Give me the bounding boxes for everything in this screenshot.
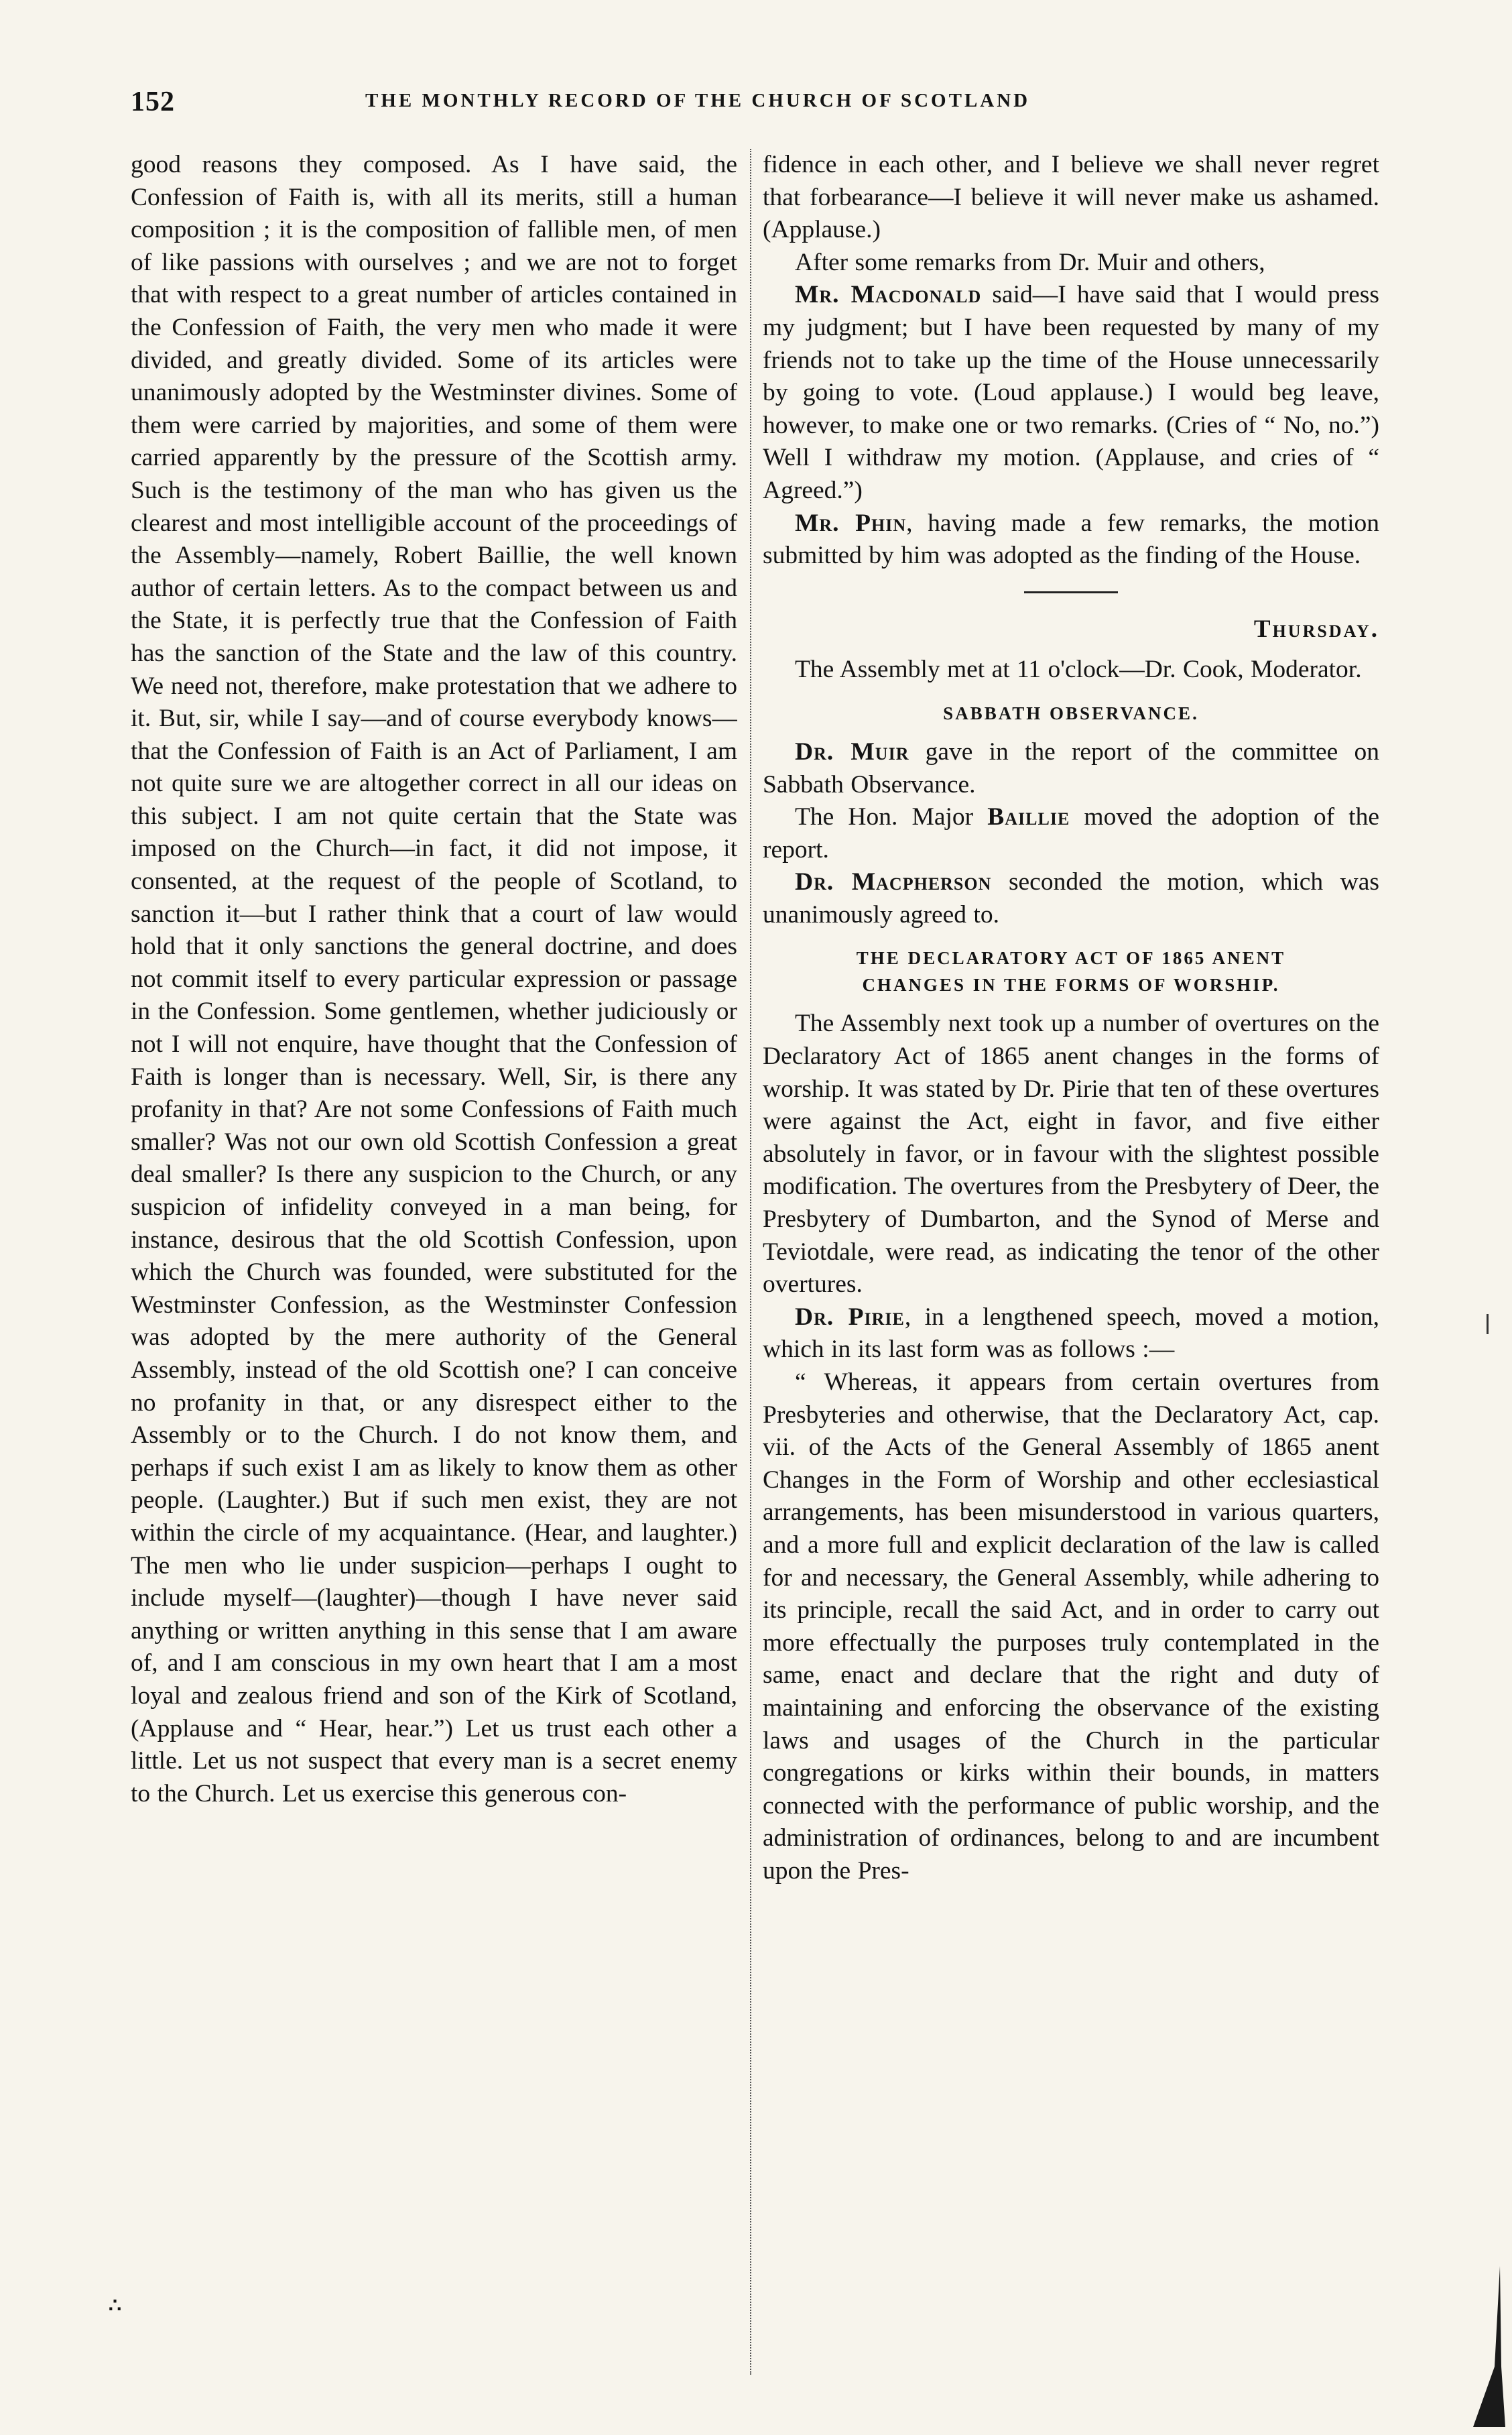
right-paragraph-6 bbox=[763, 736, 1379, 801]
right-paragraph-4 bbox=[763, 508, 1379, 573]
section-heading-sabbath: SABBATH OBSERVANCE. bbox=[943, 703, 1199, 723]
right-column bbox=[763, 149, 1379, 2388]
speech-text: , in a lengthened speech, moved a motion, which in its last form was as follows :— bbox=[763, 1303, 1379, 1364]
speech-text: gave in the report of the committee on Sabbath Observance. bbox=[763, 737, 1379, 798]
right-paragraph-3 bbox=[763, 279, 1379, 507]
speaker-name: Dr. Muir bbox=[795, 737, 909, 766]
running-title: THE MONTHLY RECORD OF THE CHURCH OF SCOTLAND bbox=[365, 90, 1031, 111]
right-paragraph-10 bbox=[763, 1301, 1379, 1366]
binding-shadow bbox=[1453, 2266, 1507, 2427]
column-divider bbox=[750, 149, 751, 2375]
speech-text: , having made a few remarks, the motion submitted by him was adopted as the finding of the House. bbox=[763, 509, 1379, 570]
speech-text: moved the adoption of the report. bbox=[763, 803, 1379, 864]
right-paragraph-1: fidence in each other, and I believe we shall never regret that forbearance—I believe it will never make us ashamed. (Applause.) bbox=[763, 151, 1379, 244]
speech-text: seconded the motion, which was unanimously agreed to. bbox=[763, 868, 1379, 929]
right-paragraph-8 bbox=[763, 866, 1379, 931]
section-heading-line: CHANGES IN THE FORMS OF WORSHIP. bbox=[862, 975, 1280, 996]
speech-prefix: The Hon. Major bbox=[795, 803, 988, 831]
margin-mark: ∴ bbox=[109, 2295, 122, 2317]
day-heading: Thursday. bbox=[1253, 615, 1379, 643]
section-heading-line: THE DECLARATORY ACT OF 1865 ANENT bbox=[856, 948, 1286, 969]
page-number: 152 bbox=[131, 86, 175, 117]
speaker-name: Dr. Macpherson bbox=[795, 868, 992, 896]
right-paragraph-7 bbox=[763, 801, 1379, 866]
right-paragraph-11: “ Whereas, it appears from certain overtures from Presbyteries and otherwise, that the Declaratory Act, cap. vii. of the Acts of the General Assembly of 1865 anent Changes in the Form of Worship and other ecclesiastical arrangements, has been misunderstood in various quarters, and a more full and explicit declaration of the law is called for and necessary, the General Assembly, while adhering to its principle, recall the said Act, and in order to carry out more effectually the purposes truly contemplated in the same, enact and declare that the right and duty of maintaining and enforcing the observance of the existing laws and usages of the Church in the particular congregations or kirks within their bounds, in matters connected with the performance of public worship, and the administration of ordinances, belong to and are incumbent upon the Pres- bbox=[763, 1368, 1379, 1885]
speaker-name: Baillie bbox=[987, 803, 1070, 831]
speaker-name: Mr. Phin bbox=[795, 509, 907, 537]
left-paragraph-1: good reasons they composed. As I have said, the Confession of Faith is, with all its merits, still a human composition ; it is the composition of fallible men, of men of like passions with ourselves ; and we are not to forget that with respect to a great number of articles contained in the Confession of Faith, the very men who made it were divided, and greatly divided. Some of its articles were unanimously adopted by the Westminster divines. Some of them were carried by majorities, and some of them were carried apparently by the pressure of the Scottish army. Such is the testimony of the man who has given us the clearest and most intelligible account of the proceedings of the Assembly—namely, Robert Baillie, the well known author of certain letters. As to the compact between us and the State, it is perfectly true that the Confession of Faith has the sanction of the State and the law of this country. We need not, therefore, make protestation that we adhere to it. But, sir, while I say—and of course everybody knows—that the Confession of Faith is an Act of Parliament, I am not quite sure we are altogether correct in all our ideas on this subject. I am not quite certain that the State was imposed on the Church—in fact, it did not impose, it consented, at the request of the people of Scotland, to sanction it—but I rather think that a court of law would hold that it only sanctions the general doctrine, and does not commit itself to every particular expression or passage in the Confession. Some gentlemen, whether judiciously or not I will not enquire, have thought that the Confession of Faith is longer than is necessary. Well, Sir, is there any profanity in that? Are not some Confessions of Faith much smaller? Was not our own old Scottish Confession a great deal smaller? Is there any suspicion to the Church, or any suspicion of infidelity conveyed in a man being, for instance, desirous that the old Scottish Confession, upon which the Church was founded, were substituted for the Westminster Confession, as the Westminster Confession was adopted by the mere authority of the General Assembly, instead of the old Scottish one? I can conceive no profanity in that, or any disrespect either to the Assembly or to the Church. I do not know them, and perhaps if such exist I am as likely to know them as other people. (Laughter.) But if such men exist, they are not within the circle of my acquaintance. (Hear, and laughter.) The men who lie under suspicion—perhaps I ought to include myself—(laughter)—though I have never said anything or written anything in this sense that I am aware of, and I am conscious in my own heart that I am a most loyal and zealous friend and son of the Kirk of Scotland, (Applause and “ Hear, hear.”) Let us trust each other a little. Let us not suspect that every man is a secret enemy to the Church. Let us exercise this generous con- bbox=[131, 151, 737, 1807]
left-column bbox=[131, 149, 737, 2388]
right-paragraph-9: The Assembly next took up a number of overtures on the Declaratory Act of 1865 anent changes in the forms of worship. It was stated by Dr. Pirie that ten of these overtures were against the Act, eight in favor, and five either absolutely in favor, or in favour with the slightest possible modification. The overtures from the Presbytery of Deer, the Presbytery of Dumbarton, and the Synod of Merse and Teviotdale, were read, as indicating the tenor of the other overtures. bbox=[763, 1010, 1379, 1299]
speaker-name: Dr. Pirie bbox=[795, 1303, 905, 1331]
section-divider bbox=[1024, 591, 1118, 593]
page-header bbox=[131, 86, 1377, 126]
margin-tick bbox=[1487, 1314, 1489, 1334]
speech-text: said—I have said that I would press my judgment; but I have been requested by many of my friends not to take up the time of the House unnecessarily by going to vote. (Loud applause.) I would beg leave, however, to make one or two remarks. (Cries of “ No, no.”) Well I withdraw my motion. (Applause, and cries of “ Agreed.”) bbox=[763, 281, 1379, 504]
right-paragraph-5: The Assembly met at 11 o'clock—Dr. Cook, Moderator. bbox=[795, 656, 1362, 684]
speaker-name: Mr. Macdonald bbox=[795, 281, 982, 309]
right-paragraph-2: After some remarks from Dr. Muir and others, bbox=[795, 248, 1265, 276]
section-heading-declaratory-act bbox=[763, 945, 1379, 998]
